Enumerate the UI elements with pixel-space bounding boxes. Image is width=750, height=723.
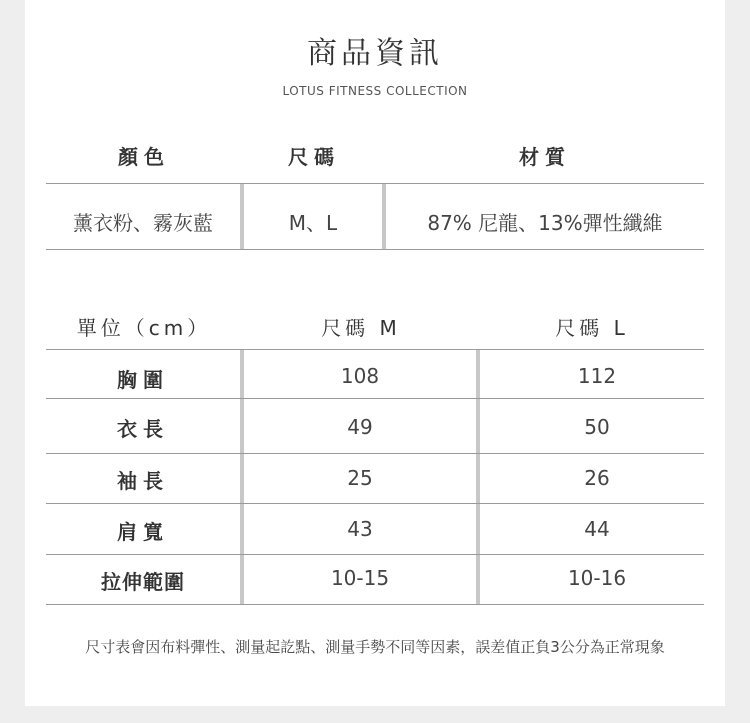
row-divider	[46, 398, 704, 399]
size-row-label: 袖長	[117, 469, 169, 493]
size-row-label: 衣長	[117, 417, 169, 441]
spec-header-color: 顏色	[118, 145, 170, 169]
size-row-m: 43	[347, 517, 373, 541]
collection-subtitle: LOTUS FITNESS COLLECTION	[282, 84, 468, 98]
spec-header-size: 尺碼	[288, 145, 340, 169]
size-row-l: 10-16	[567, 566, 627, 590]
row-divider	[46, 554, 704, 555]
size-header-l: 尺碼 L	[555, 316, 629, 340]
spec-value-material: 87% 尼龍、13%彈性纖維	[427, 211, 663, 235]
size-row-l: 26	[584, 466, 610, 490]
size-row-label: 胸圍	[117, 368, 169, 392]
spec-header-divider	[46, 183, 704, 184]
measurement-note: 尺寸表會因布料彈性、測量起訖點、測量手勢不同等因素，誤差值正負3公分為正常現象	[85, 638, 665, 656]
size-row-label: 拉伸範圍	[101, 570, 185, 594]
spec-value-color: 薰衣粉、霧灰藍	[73, 211, 213, 235]
page-title: 商品資訊	[307, 36, 443, 71]
size-row-m: 108	[340, 364, 380, 388]
row-divider	[46, 453, 704, 454]
spec-value-size: M、L	[288, 211, 338, 235]
spec-bottom-divider	[46, 249, 704, 250]
table-bottom-divider	[46, 604, 704, 605]
size-row-l: 44	[584, 517, 610, 541]
size-row-m: 49	[347, 415, 373, 439]
size-row-m: 25	[347, 466, 373, 490]
size-row-m: 10-15	[330, 566, 390, 590]
row-divider	[46, 503, 704, 504]
size-header-divider	[46, 349, 704, 350]
size-row-label: 肩寬	[117, 520, 169, 544]
spec-header-material: 材質	[519, 145, 571, 169]
size-row-l: 50	[584, 415, 610, 439]
size-header-unit: 單位（cm）	[76, 316, 212, 340]
size-header-m: 尺碼 M	[321, 316, 401, 340]
product-info-card	[25, 0, 725, 706]
size-row-l: 112	[577, 364, 617, 388]
